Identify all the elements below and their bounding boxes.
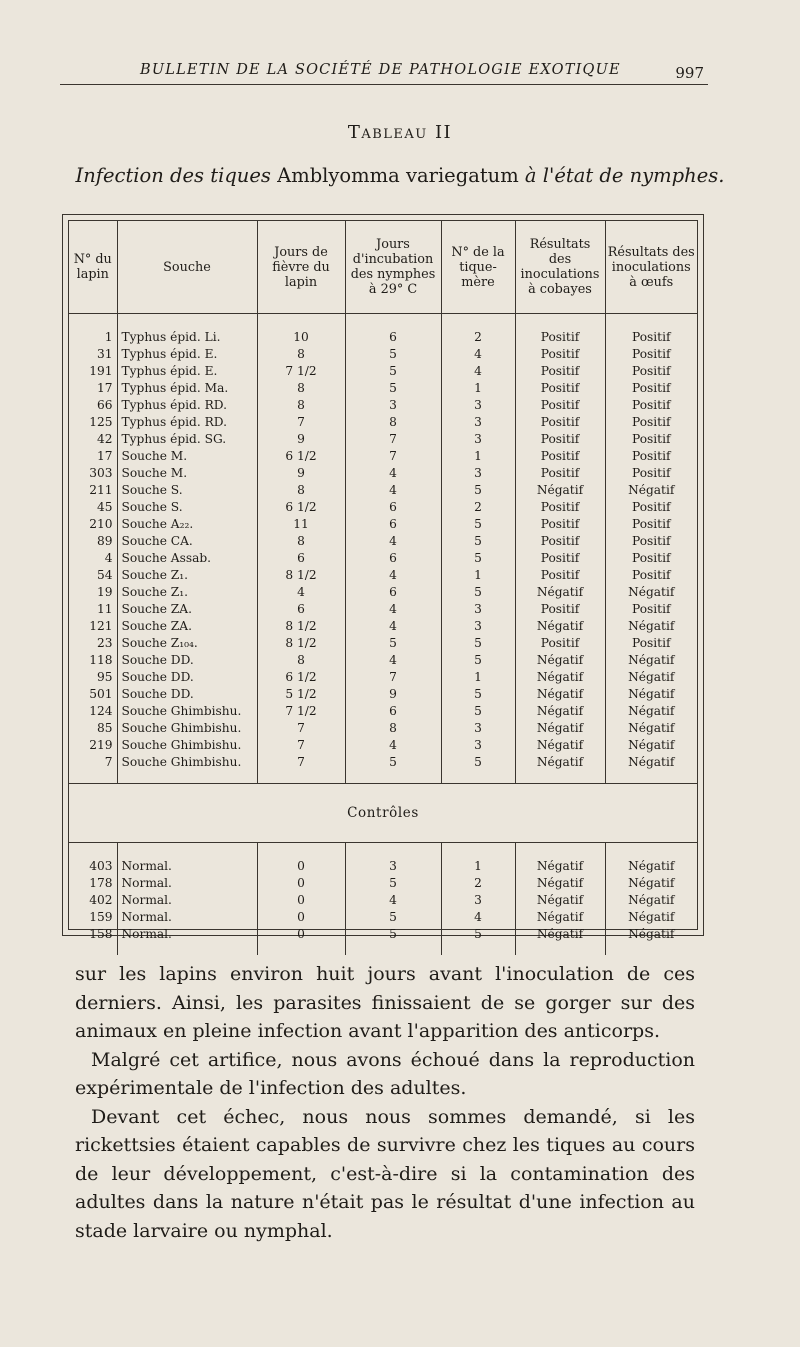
table-row (69, 329, 697, 346)
cell-incubation: 4 (345, 737, 441, 754)
cell-oeufs: Positif (631, 551, 671, 565)
cell-cobayes: Négatif (515, 909, 605, 926)
cell-lapin: 121 (69, 618, 117, 635)
cell-lapin: 7 (69, 754, 117, 771)
cell-oeufs: Négatif (628, 738, 675, 752)
cell-fievre: 7 (257, 720, 345, 737)
cell-souche: Normal. (117, 875, 257, 892)
table-row (69, 516, 697, 533)
cell-fievre: 6 (257, 601, 345, 618)
table-row (69, 567, 697, 584)
cell-incubation: 5 (345, 380, 441, 397)
cell-cobayes: Positif (515, 465, 605, 482)
table-row (69, 465, 697, 482)
cell-fievre: 4 (257, 584, 345, 601)
table-row (69, 703, 697, 720)
cell-incubation: 3 (345, 858, 441, 875)
table-row (69, 363, 697, 380)
table-row (69, 652, 697, 669)
cell-oeufs: Positif (631, 449, 671, 463)
cell-tique: 3 (441, 892, 515, 909)
cell-oeufs: Positif (631, 466, 671, 480)
cell-tique: 3 (441, 737, 515, 754)
cell-lapin: 210 (69, 516, 117, 533)
cell-fievre: 7 1/2 (257, 703, 345, 720)
cell-fievre: 9 (257, 431, 345, 448)
cell-tique: 4 (441, 346, 515, 363)
cell-tique: 3 (441, 397, 515, 414)
table-row (69, 448, 697, 465)
cell-souche: Typhus épid. E. (117, 346, 257, 363)
cell-incubation: 5 (345, 926, 441, 943)
cell-cobayes: Positif (515, 431, 605, 448)
cell-lapin: 303 (69, 465, 117, 482)
cell-lapin: 501 (69, 686, 117, 703)
cell-cobayes: Négatif (515, 618, 605, 635)
cell-lapin: 403 (69, 858, 117, 875)
cell-tique: 5 (441, 533, 515, 550)
cell-souche: Souche DD. (117, 686, 257, 703)
cell-incubation: 3 (345, 397, 441, 414)
controls-label: Contrôles (69, 784, 697, 843)
spacer-row (69, 943, 697, 955)
cell-tique: 3 (441, 720, 515, 737)
table-row (69, 550, 697, 567)
cell-cobayes: Négatif (515, 584, 605, 601)
cell-oeufs: Négatif (628, 893, 675, 907)
cell-cobayes: Négatif (515, 858, 605, 875)
cell-souche: Souche Assab. (117, 550, 257, 567)
cell-lapin: 211 (69, 482, 117, 499)
cell-tique: 5 (441, 635, 515, 652)
column-header: N° du lapin (69, 221, 117, 314)
cell-fievre: 8 1/2 (257, 567, 345, 584)
cell-souche: Normal. (117, 892, 257, 909)
cell-fievre: 6 1/2 (257, 669, 345, 686)
cell-lapin: 219 (69, 737, 117, 754)
table-row (69, 380, 697, 397)
cell-tique: 4 (441, 909, 515, 926)
cell-souche: Souche Ghimbishu. (117, 754, 257, 771)
table-row (69, 499, 697, 516)
cell-cobayes: Positif (515, 550, 605, 567)
cell-oeufs: Positif (631, 636, 671, 650)
cell-souche: Souche DD. (117, 652, 257, 669)
cell-incubation: 4 (345, 892, 441, 909)
control-row (69, 875, 697, 892)
running-header (60, 58, 708, 85)
table-heading: Tableau II (347, 122, 453, 143)
column-header: Jours de fièvre du lapin (257, 221, 345, 314)
cell-oeufs: Négatif (628, 653, 675, 667)
table-subtitle (0, 164, 800, 187)
cell-lapin: 1 (69, 329, 117, 346)
cell-incubation: 6 (345, 329, 441, 346)
cell-lapin: 66 (69, 397, 117, 414)
cell-incubation: 7 (345, 431, 441, 448)
cell-cobayes: Négatif (515, 926, 605, 943)
cell-fievre: 8 1/2 (257, 618, 345, 635)
cell-tique: 2 (441, 875, 515, 892)
cell-tique: 1 (441, 380, 515, 397)
cell-lapin: 17 (69, 448, 117, 465)
cell-incubation: 4 (345, 618, 441, 635)
control-row (69, 926, 697, 943)
cell-lapin: 118 (69, 652, 117, 669)
cell-souche: Typhus épid. RD. (117, 397, 257, 414)
cell-incubation: 4 (345, 652, 441, 669)
cell-fievre: 8 (257, 346, 345, 363)
cell-cobayes: Négatif (515, 686, 605, 703)
cell-souche: Souche DD. (117, 669, 257, 686)
cell-oeufs: Négatif (628, 585, 675, 599)
cell-souche: Souche M. (117, 465, 257, 482)
column-header: Jours d'incubation des nymphes à 29° C (345, 221, 441, 314)
cell-incubation: 4 (345, 601, 441, 618)
cell-souche: Souche Ghimbishu. (117, 720, 257, 737)
table-row (69, 414, 697, 431)
cell-fievre: 7 1/2 (257, 363, 345, 380)
cell-fievre: 0 (257, 875, 345, 892)
cell-cobayes: Positif (515, 601, 605, 618)
cell-lapin: 159 (69, 909, 117, 926)
table-row (69, 618, 697, 635)
cell-tique: 3 (441, 618, 515, 635)
spacer-row (69, 314, 697, 330)
cell-oeufs: Positif (631, 330, 671, 344)
cell-incubation: 9 (345, 686, 441, 703)
cell-lapin: 4 (69, 550, 117, 567)
cell-tique: 1 (441, 448, 515, 465)
cell-fievre: 8 (257, 397, 345, 414)
cell-fievre: 8 (257, 652, 345, 669)
cell-souche: Souche Z₁. (117, 584, 257, 601)
cell-oeufs: Positif (631, 500, 671, 514)
cell-oeufs: Positif (631, 381, 671, 395)
main-rows (69, 314, 697, 784)
cell-souche: Souche Z₁. (117, 567, 257, 584)
control-row (69, 858, 697, 875)
cell-oeufs: Positif (631, 364, 671, 378)
table-row (69, 533, 697, 550)
cell-souche: Souche A₂₂. (117, 516, 257, 533)
data-table (69, 221, 697, 955)
cell-oeufs: Positif (631, 534, 671, 548)
cell-lapin: 85 (69, 720, 117, 737)
control-row (69, 909, 697, 926)
cell-oeufs: Négatif (628, 927, 675, 941)
cell-souche: Typhus épid. Li. (117, 329, 257, 346)
cell-lapin: 42 (69, 431, 117, 448)
cell-oeufs: Négatif (628, 876, 675, 890)
cell-oeufs: Positif (631, 432, 671, 446)
cell-oeufs: Positif (631, 398, 671, 412)
spacer-row (69, 843, 697, 859)
column-header: Résultats des inoculations à cobayes (515, 221, 605, 314)
cell-cobayes: Positif (515, 414, 605, 431)
cell-cobayes: Positif (515, 380, 605, 397)
cell-lapin: 54 (69, 567, 117, 584)
cell-cobayes: Positif (515, 635, 605, 652)
table-row (69, 737, 697, 754)
cell-incubation: 7 (345, 448, 441, 465)
subtitle-italic-1: Infection des tiques (75, 164, 271, 187)
column-header: Résultats des inoculations à œufs (605, 221, 697, 314)
cell-tique: 5 (441, 686, 515, 703)
cell-cobayes: Négatif (515, 892, 605, 909)
cell-incubation: 4 (345, 482, 441, 499)
cell-oeufs: Négatif (628, 721, 675, 735)
cell-tique: 2 (441, 329, 515, 346)
cell-lapin: 402 (69, 892, 117, 909)
table-row (69, 754, 697, 771)
cell-lapin: 11 (69, 601, 117, 618)
running-title: BULLETIN DE LA SOCIÉTÉ DE PATHOLOGIE EXOTIQUE (140, 62, 621, 78)
cell-tique: 1 (441, 567, 515, 584)
cell-fievre: 11 (257, 516, 345, 533)
cell-fievre: 7 (257, 414, 345, 431)
column-header: Souche (117, 221, 257, 314)
cell-cobayes: Positif (515, 346, 605, 363)
cell-fievre: 8 1/2 (257, 635, 345, 652)
cell-cobayes: Positif (515, 516, 605, 533)
cell-fievre: 0 (257, 909, 345, 926)
cell-incubation: 5 (345, 346, 441, 363)
cell-fievre: 6 1/2 (257, 448, 345, 465)
cell-fievre: 8 (257, 380, 345, 397)
cell-souche: Souche Z₁₀₄. (117, 635, 257, 652)
cell-oeufs: Négatif (628, 483, 675, 497)
cell-oeufs: Négatif (628, 687, 675, 701)
cell-lapin: 178 (69, 875, 117, 892)
cell-incubation: 5 (345, 875, 441, 892)
spacer-row (69, 771, 697, 784)
cell-fievre: 10 (257, 329, 345, 346)
paragraph: Malgré cet artifice, nous avons échoué dans la reproduction expérimentale de l'infection des adultes. (75, 1048, 695, 1099)
cell-lapin: 95 (69, 669, 117, 686)
cell-souche: Souche M. (117, 448, 257, 465)
cell-tique: 5 (441, 584, 515, 601)
control-row (69, 892, 697, 909)
cell-incubation: 6 (345, 499, 441, 516)
cell-fievre: 9 (257, 465, 345, 482)
cell-fievre: 5 1/2 (257, 686, 345, 703)
cell-cobayes: Négatif (515, 669, 605, 686)
cell-souche: Typhus épid. E. (117, 363, 257, 380)
table-row (69, 346, 697, 363)
cell-cobayes: Négatif (515, 737, 605, 754)
cell-lapin: 19 (69, 584, 117, 601)
cell-incubation: 5 (345, 635, 441, 652)
cell-incubation: 5 (345, 363, 441, 380)
cell-fievre: 7 (257, 737, 345, 754)
paragraph: sur les lapins environ huit jours avant l'inoculation de ces derniers. Ainsi, les parasites finissaient de se gorger sur des animaux en pleine infection avant l'apparition des anticorps. (75, 963, 695, 1042)
cell-souche: Souche Ghimbishu. (117, 703, 257, 720)
table-row (69, 584, 697, 601)
cell-souche: Souche ZA. (117, 601, 257, 618)
controls-heading-row (69, 784, 697, 843)
cell-fievre: 0 (257, 892, 345, 909)
cell-souche: Typhus épid. SG. (117, 431, 257, 448)
cell-incubation: 4 (345, 533, 441, 550)
cell-lapin: 31 (69, 346, 117, 363)
cell-souche: Souche S. (117, 482, 257, 499)
cell-incubation: 4 (345, 465, 441, 482)
cell-tique: 5 (441, 926, 515, 943)
table-row (69, 635, 697, 652)
cell-incubation: 8 (345, 414, 441, 431)
table-row (69, 601, 697, 618)
cell-cobayes: Négatif (515, 720, 605, 737)
table-row (69, 482, 697, 499)
cell-souche: Souche CA. (117, 533, 257, 550)
cell-tique: 5 (441, 516, 515, 533)
table-row (69, 397, 697, 414)
cell-incubation: 6 (345, 550, 441, 567)
cell-souche: Typhus épid. RD. (117, 414, 257, 431)
cell-lapin: 45 (69, 499, 117, 516)
table-row (69, 431, 697, 448)
paragraph: Devant cet échec, nous nous sommes demandé, si les rickettsies étaient capables de survivre chez les tiques au cours de leur développement, c'est-à-dire si la contamination des adultes dans la nature n'était pas le résultat d'une infection au stade larvaire ou nymphal. (75, 1105, 695, 1242)
cell-souche: Normal. (117, 858, 257, 875)
cell-cobayes: Négatif (515, 703, 605, 720)
cell-incubation: 8 (345, 720, 441, 737)
cell-lapin: 124 (69, 703, 117, 720)
subtitle-species: Amblyomma variegatum (277, 164, 519, 187)
cell-oeufs: Négatif (628, 670, 675, 684)
cell-cobayes: Négatif (515, 482, 605, 499)
cell-cobayes: Négatif (515, 754, 605, 771)
table-row (69, 686, 697, 703)
cell-fievre: 6 (257, 550, 345, 567)
cell-tique: 5 (441, 754, 515, 771)
cell-cobayes: Positif (515, 499, 605, 516)
cell-lapin: 191 (69, 363, 117, 380)
cell-incubation: 6 (345, 584, 441, 601)
cell-lapin: 125 (69, 414, 117, 431)
cell-souche: Typhus épid. Ma. (117, 380, 257, 397)
cell-oeufs: Négatif (628, 910, 675, 924)
subtitle-italic-2: à l'état de nymphes. (524, 164, 725, 187)
cell-incubation: 6 (345, 703, 441, 720)
cell-tique: 3 (441, 431, 515, 448)
cell-fievre: 8 (257, 533, 345, 550)
cell-oeufs: Positif (631, 517, 671, 531)
cell-tique: 3 (441, 601, 515, 618)
cell-oeufs: Négatif (628, 859, 675, 873)
cell-tique: 5 (441, 482, 515, 499)
cell-cobayes: Positif (515, 533, 605, 550)
cell-cobayes: Négatif (515, 652, 605, 669)
cell-oeufs: Positif (631, 347, 671, 361)
cell-tique: 1 (441, 858, 515, 875)
table-header-row (69, 221, 697, 314)
cell-lapin: 17 (69, 380, 117, 397)
cell-incubation: 5 (345, 909, 441, 926)
control-rows (69, 784, 697, 956)
cell-fievre: 0 (257, 926, 345, 943)
cell-lapin: 89 (69, 533, 117, 550)
cell-tique: 1 (441, 669, 515, 686)
cell-tique: 3 (441, 414, 515, 431)
cell-oeufs: Positif (631, 415, 671, 429)
cell-souche: Souche ZA. (117, 618, 257, 635)
cell-oeufs: Positif (631, 568, 671, 582)
cell-souche: Normal. (117, 926, 257, 943)
cell-souche: Souche S. (117, 499, 257, 516)
cell-cobayes: Positif (515, 363, 605, 380)
cell-tique: 5 (441, 550, 515, 567)
table-row (69, 669, 697, 686)
cell-oeufs: Négatif (628, 619, 675, 633)
cell-oeufs: Négatif (628, 704, 675, 718)
cell-cobayes: Positif (515, 329, 605, 346)
cell-cobayes: Positif (515, 397, 605, 414)
cell-incubation: 7 (345, 669, 441, 686)
cell-cobayes: Positif (515, 448, 605, 465)
cell-oeufs: Négatif (628, 755, 675, 769)
cell-tique: 2 (441, 499, 515, 516)
cell-cobayes: Négatif (515, 875, 605, 892)
cell-fievre: 8 (257, 482, 345, 499)
cell-incubation: 4 (345, 567, 441, 584)
cell-incubation: 6 (345, 516, 441, 533)
cell-oeufs: Positif (631, 602, 671, 616)
cell-tique: 5 (441, 652, 515, 669)
cell-tique: 5 (441, 703, 515, 720)
cell-cobayes: Positif (515, 567, 605, 584)
body-text (75, 960, 695, 1245)
cell-fievre: 7 (257, 754, 345, 771)
cell-incubation: 5 (345, 754, 441, 771)
cell-fievre: 6 1/2 (257, 499, 345, 516)
cell-fievre: 0 (257, 858, 345, 875)
page-number: 997 (675, 64, 704, 82)
cell-tique: 3 (441, 465, 515, 482)
column-header: N° de la tique-mère (441, 221, 515, 314)
cell-souche: Souche Ghimbishu. (117, 737, 257, 754)
cell-tique: 4 (441, 363, 515, 380)
cell-lapin: 158 (69, 926, 117, 943)
cell-lapin: 23 (69, 635, 117, 652)
table-row (69, 720, 697, 737)
cell-souche: Normal. (117, 909, 257, 926)
